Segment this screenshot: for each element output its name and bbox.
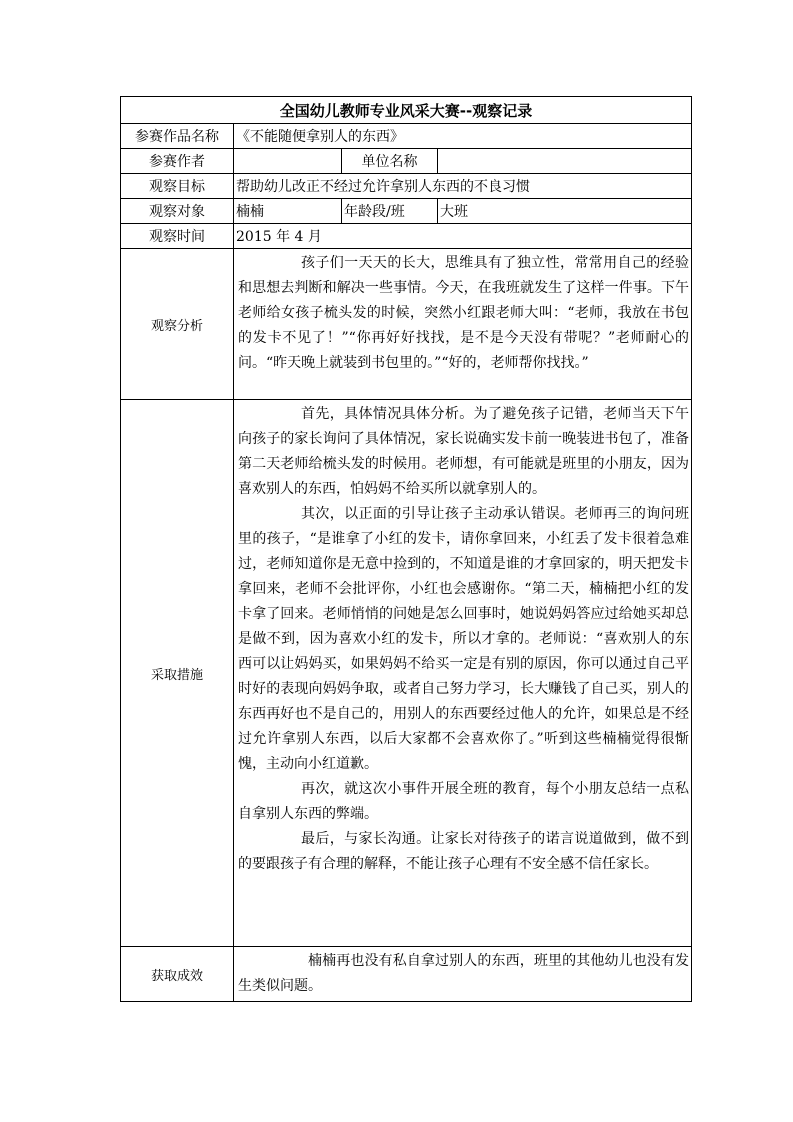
measures-label: 采取措施 [121,400,234,947]
age-class-label: 年龄段/班 [342,199,438,224]
target-label: 观察对象 [121,199,234,224]
unit-label: 单位名称 [342,149,438,174]
measure-paragraph: 再次，就这次小事件开展全班的教育，每个小朋友总结一点私自拿别人东西的弊端。 [238,781,690,822]
measure-paragraph: 最后，与家长沟通。让家长对待孩子的诺言说道做到，做不到的要跟孩子有合理的解释，不能让孩子心理有不安全感不信任家长。 [238,831,690,872]
age-class-value: 大班 [438,199,692,224]
work-name-value: 《不能随便拿别人的东西》 [234,124,692,149]
analysis-label: 观察分析 [121,249,234,400]
observation-record-table [120,96,692,1002]
target-value: 楠楠 [234,199,342,224]
result-text: 楠楠再也没有私自拿过别人的东西，班里的其他幼儿也没有发生类似问题。 [238,953,690,994]
time-value: 2015 年 4 月 [234,224,692,249]
analysis-cell [234,249,692,400]
work-name-label: 参赛作品名称 [121,124,234,149]
goal-label: 观察目标 [121,174,234,199]
goal-value: 帮助幼儿改正不经过允许拿别人东西的不良习惯 [234,174,692,199]
measure-paragraph: 其次，以正面的引导让孩子主动承认错误。老师再三的询问班里的孩子，“是谁拿了小红的发卡，请你拿回来，小红丢了发卡很着急难过，老师知道你是无意中捡到的，不知道是谁的才拿回家的，明天把发卡拿回来，老师不会批评你，小红也会感谢你。“第二天，楠楠把小红的发卡拿了回来。老师悄悄的问她是怎么回事时，她说妈妈答应过给她买却总是做不到，因为喜欢小红的发卡，所以才拿的。老师说：“喜欢别人的东西可以让妈妈买，如果妈妈不给买一定是有别的原因，你可以通过自己平时好的表现向妈妈争取，或者自己努力学习，长大赚钱了自己买，别人的东西再好也不是自己的，用别人的东西要经过他人的允许，如果总是不经过允许拿别人东西，以后大家都不会喜欢你了。”听到这些楠楠觉得很惭愧，主动向小红道歉。 [238,506,690,772]
measures-cell [234,400,692,947]
author-value [234,149,342,174]
result-cell [234,947,692,1002]
record-title: 全国幼儿教师专业风采大赛--观察记录 [121,97,692,124]
author-label: 参赛作者 [121,149,234,174]
time-label: 观察时间 [121,224,234,249]
unit-value [438,149,692,174]
measure-paragraph: 首先，具体情况具体分析。为了避免孩子记错，老师当天下午向孩子的家长询问了具体情况，家长说确实发卡前一晚装进书包了，准备第二天老师给梳头发的时候用。老师想，有可能就是班里的小朋友，因为喜欢别人的东西，怕妈妈不给买所以就拿别人的。 [238,406,690,497]
result-label: 获取成效 [121,947,234,1002]
analysis-text: 孩子们一天天的长大，思维具有了独立性，常常用自己的经验和思想去判断和解决一些事情。今天，在我班就发生了这样一件事。下午老师给女孩子梳头发的时候，突然小红跟老师大叫：“老师，我放在书包的发卡不见了！”“你再好好找找，是不是今天没有带呢？”老师耐心的问。“昨天晚上就装到书包里的。”“好的，老师帮你找找。” [238,255,690,371]
